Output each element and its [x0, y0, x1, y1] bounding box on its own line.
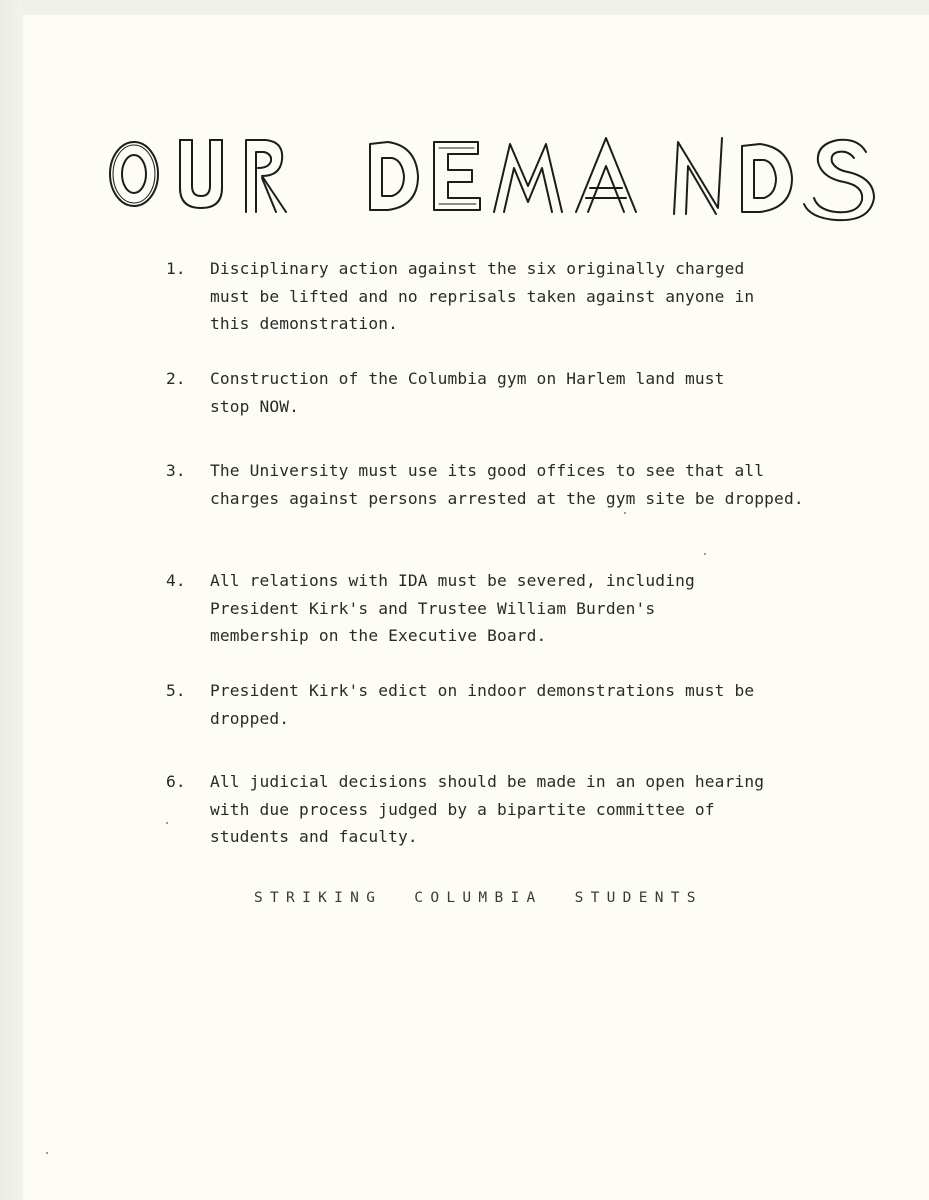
demand-text: All relations with IDA must be severed, including President Kirk's and Trustee William Burden's membership on the Executive Board.	[210, 571, 695, 645]
demand-number: 6.	[166, 772, 186, 791]
demand-text: The University must use its good offices to see that all charges against persons arrested at the gym site be dropped.	[210, 461, 804, 508]
demand-number: 5.	[166, 681, 186, 700]
demand-text: President Kirk's edict on indoor demonstrations must be dropped.	[210, 681, 755, 728]
demand-text: Construction of the Columbia gym on Harlem land must stop NOW.	[210, 369, 725, 416]
demand-number: 2.	[166, 369, 186, 388]
paper-speck	[704, 553, 706, 555]
hand-lettered-title-graphic	[106, 128, 896, 228]
hand-drawn-title	[106, 128, 896, 228]
demand-text: All judicial decisions should be made in an open hearing with due process judged by a bipartite committee of students and faculty.	[210, 772, 765, 846]
signature-line: STRIKING COLUMBIA STUDENTS	[254, 890, 703, 906]
paper-speck	[166, 822, 168, 824]
demand-text: Disciplinary action against the six originally charged must be lifted and no reprisals taken against anyone in this demonstration.	[210, 259, 755, 333]
demand-number: 3.	[166, 461, 186, 480]
paper-speck	[624, 512, 626, 514]
demand-number: 1.	[166, 259, 186, 278]
page-edge-shadow	[0, 0, 22, 1200]
demand-number: 4.	[166, 571, 186, 590]
paper-speck	[46, 1152, 48, 1154]
